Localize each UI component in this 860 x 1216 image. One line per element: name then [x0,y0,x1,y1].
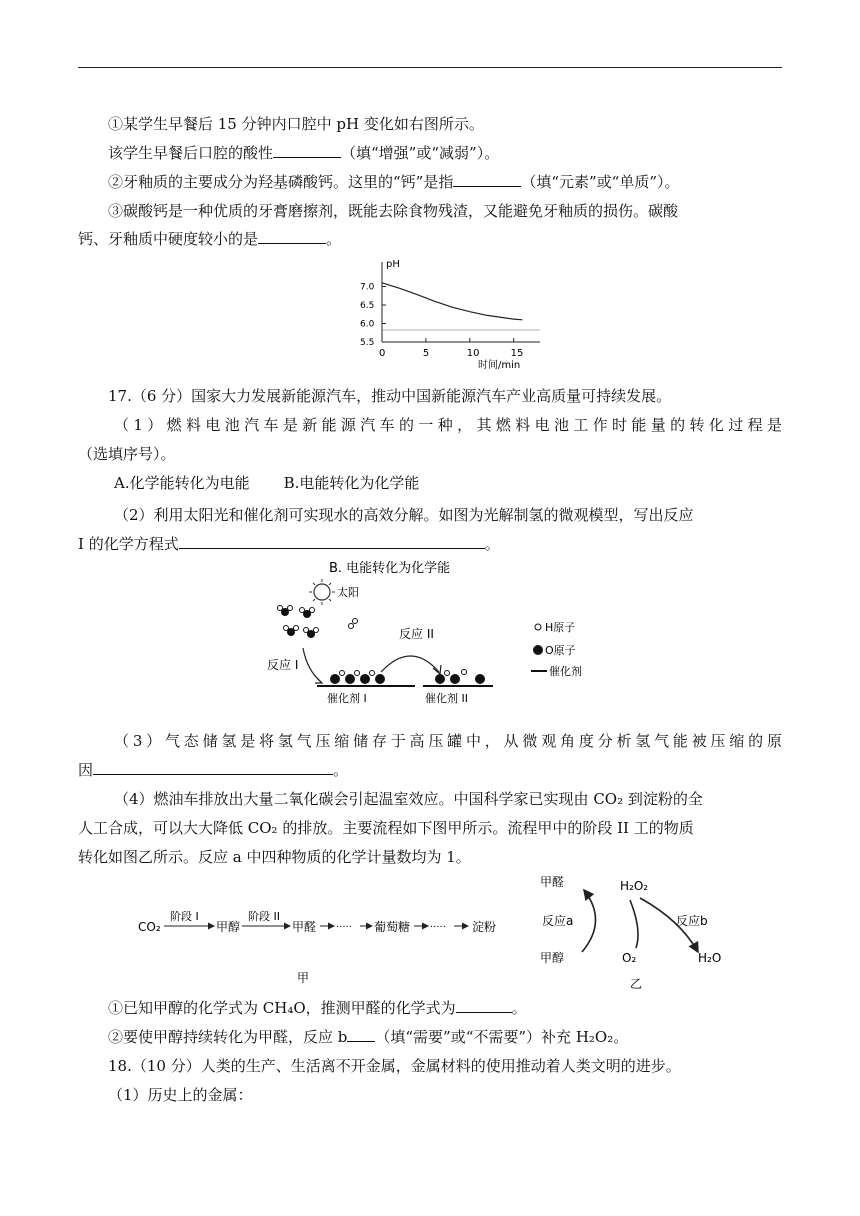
cycle-methanol: 甲醇 [540,951,565,965]
cycle-h2o: H₂O [698,951,722,965]
q18-s1: （1）历史上的金属： [108,1086,253,1104]
legend-catalyst: 催化剂 [549,665,582,678]
flow-starch: 淀粉 [472,920,497,934]
option-a[interactable]: A.化学能转化为电能 [114,474,250,492]
q17-s3-line-2: 因 。 [78,761,349,779]
q17-s4-line-1: （4）燃油车排放出大量二氧化碳会引起温室效应。中国科学家已实现由 CO₂ 到淀粉的全 [114,790,703,808]
figure-caption: B. 电能转化为化学能 [329,561,451,576]
y-tick-label: 6.0 [360,319,375,330]
arrow-reaction-2 [381,656,439,672]
x-axis-label: 时间/min [478,360,521,370]
y-tick-label: 5.5 [360,338,375,348]
y-axis-label: pH [386,259,400,270]
catalyst-2-label: 催化剂 II [425,692,468,705]
q17-s4-line-2: 人工合成，可以大大降低 CO₂ 的排放。主要流程如下图甲所示。流程甲中的阶段 II 工的物质 [78,819,694,837]
x-tick-label: 15 [510,348,524,359]
y-tick-label: 7.0 [360,282,375,293]
cycle-reaction-b: 反应b [676,914,708,928]
x-tick-label: 5 [422,348,430,359]
x-tick-label: 10 [466,348,480,359]
q16-line-1: ①某学生早餐后 15 分钟内口腔中 pH 变化如右图所示。 [108,115,484,133]
q17-s4-line-3: 转化如图乙所示。反应 a 中四种物质的化学计量数均为 1。 [78,848,471,866]
photolysis-figure [255,552,605,708]
q16-line-4: ③碳酸钙是一种优质的牙膏磨擦剂，既能去除食物残渣，又能避免牙釉质的损伤。碳酸 [108,202,679,220]
q18-title: 18.（10 分）人类的生产、生活离不开金属，金属材料的使用推动着人类文明的进步。 [108,1057,681,1075]
legend-o-atom: O原子 [545,644,576,657]
flow-figure-jia [132,898,512,986]
ph-series-line [382,283,522,320]
flow-co2: CO₂ [138,920,161,934]
flow-dots-1: ····· [336,922,352,933]
answer-blank[interactable] [456,998,512,1013]
x-tick-label: 0 [379,348,386,359]
q17-title: 17.（6 分）国家大力发展新能源汽车，推动中国新能源汽车产业高质量可持续发展。 [108,387,672,405]
header-rule [78,67,782,68]
legend-h-atom: H原子 [545,621,576,634]
reaction-1-label: 反应 I [267,658,299,672]
option-b[interactable]: B.电能转化为化学能 [283,474,420,492]
flow-dots-2: ····· [430,922,446,933]
flow-stage-1: 阶段 I [170,910,199,923]
q16-line-3: ②牙釉质的主要成分为羟基磷酸钙。这里的“钙”是指 （填“元素”或“单质”）。 [108,173,680,191]
label-jia: 甲 [297,971,310,985]
legend [531,621,582,678]
label-yi: 乙 [630,977,643,991]
answer-blank[interactable] [179,534,485,549]
sun-label: 太阳 [337,586,359,599]
q16-line-5: 钙、牙釉质中硬度较小的是 。 [78,230,342,248]
flow-methanol: 甲醇 [216,920,241,934]
q17-s5: ①已知甲醇的化学式为 CH₄O，推测甲醛的化学式为 。 [108,999,527,1017]
ph-chart [352,256,548,370]
flow-stage-2: 阶段 II [248,910,280,923]
q16-line-2: 该学生早餐后口腔的酸性 （填“增强”或“减弱”）。 [108,144,500,162]
answer-blank[interactable] [453,172,521,187]
q17-s3-line-1: （3）气态储氢是将氢气压缩储存于高压罐中，从微观角度分析氢气能被压缩的原 [114,732,782,750]
q17-s2-line-2: I 的化学方程式 。 [78,535,500,553]
y-tick-label: 6.5 [360,301,375,311]
catalyst-1-surface [317,671,415,687]
answer-blank[interactable] [273,143,341,158]
q17-s1-line-1: （1）燃料电池汽车是新能源汽车的一种，其燃料电池工作时能量的转化过程是 [114,416,782,434]
flow-formaldehyde: 甲醛 [292,920,317,934]
q17-s2-line-1: （2）利用太阳光和催化剂可实现水的高效分解。如图为光解制氢的微观模型，写出反应 [114,506,694,524]
flow-glucose: 葡萄糖 [374,920,411,934]
q17-s1-line-2: （选填序号）。 [78,445,176,463]
sun-icon [309,579,335,605]
answer-blank[interactable] [258,229,326,244]
cycle-o2: O₂ [622,951,637,965]
reaction-2-label: 反应 II [399,627,434,641]
cycle-figure-yi [530,866,750,994]
arrow-reaction-a [582,890,596,952]
cycle-reaction-a: 反应a [542,914,574,928]
answer-blank[interactable] [347,1027,375,1042]
cycle-formaldehyde: 甲醛 [540,875,565,889]
answer-blank[interactable] [93,760,333,775]
arrow-reaction-1 [303,648,321,682]
catalyst-2-surface [423,670,493,687]
q17-options [114,473,818,493]
cycle-h2o2: H₂O₂ [620,879,649,893]
catalyst-1-label: 催化剂 I [327,692,367,705]
water-molecules [278,606,358,639]
arc-left [630,900,638,948]
q17-s6: ②要使甲醇持续转化为甲醛，反应 b （填“需要”或“不需要”）补充 H₂O₂。 [108,1028,629,1046]
